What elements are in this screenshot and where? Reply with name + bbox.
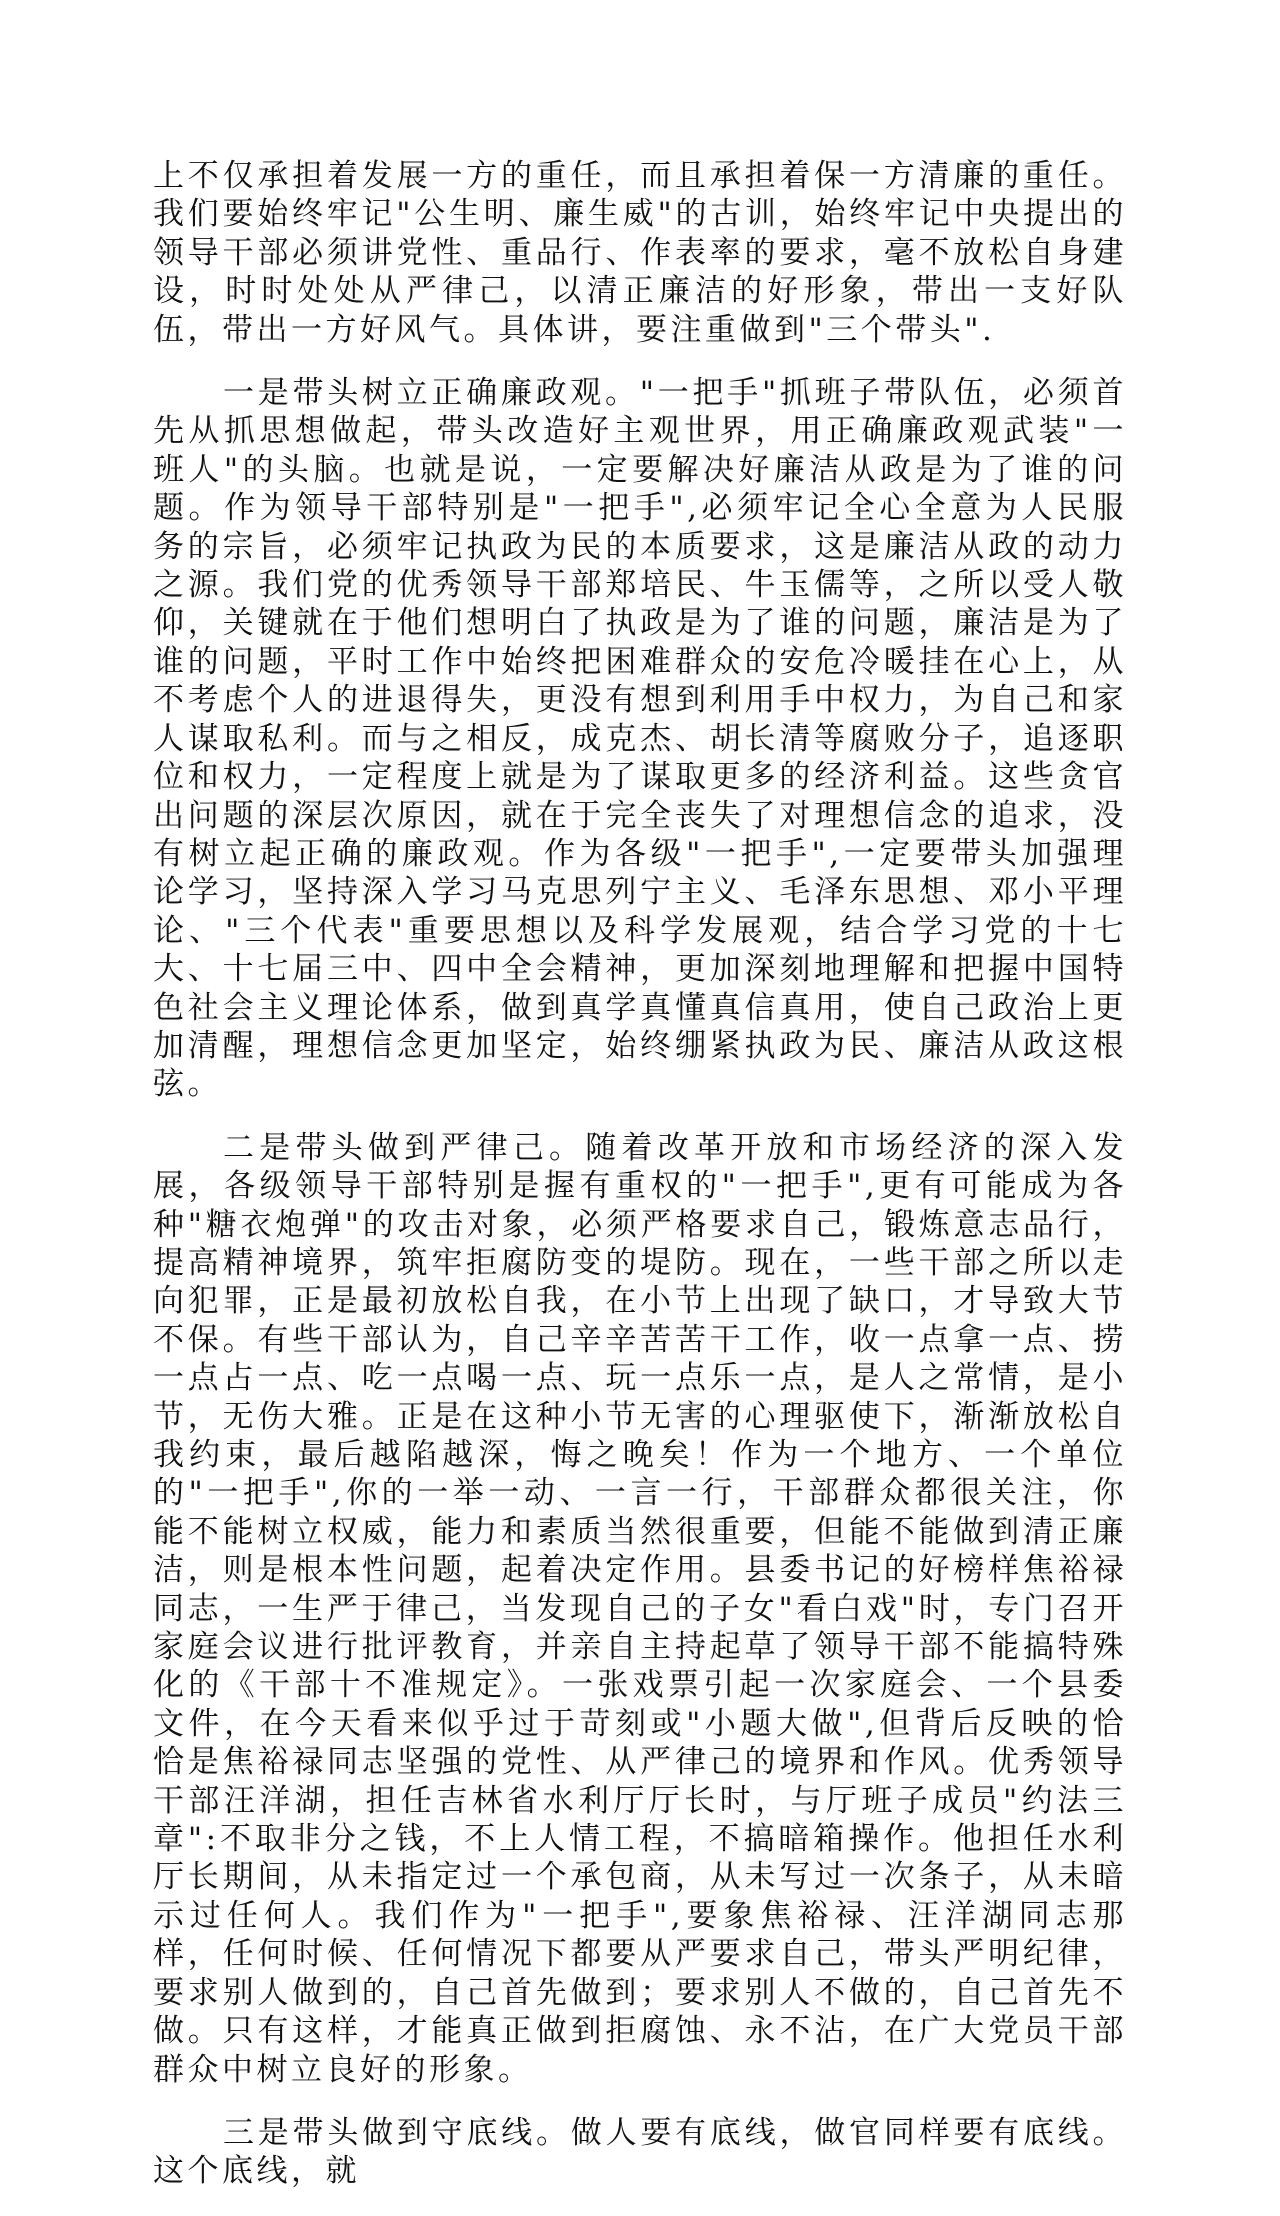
paragraph-point-three: 三是带头做到守底线。做人要有底线，做官同样要有底线。这个底线，就 <box>153 2114 1127 2190</box>
paragraph-point-one: 一是带头树立正确廉政观。"一把手"抓班子带队伍，必须首先从抓思想做起，带头改造好主观世界，用正确廉政观武装"一班人"的头脑。也就是说，一定要解决好廉洁从政是为了谁的问题。作为领导干部特别是"一把手",必须牢记全心全意为人民服务的宗旨，必须牢记执政为民的本质要求，这是廉洁从政的动力之源。我们党的优秀领导干部郑培民、牛玉儒等，之所以受人敬仰，关键就在于他们想明白了执政是为了谁的问题，廉洁是为了谁的问题，平时工作中始终把困难群众的安危冷暖挂在心上，从不考虑个人的进退得失，更没有想到利用手中权力，为自己和家人谋取私利。而与之相反，成克杰、胡长清等腐败分子，追逐职位和权力，一定程度上就是为了谋取更多的经济利益。这些贪官出问题的深层次原因，就在于完全丧失了对理想信念的追求，没有树立起正确的廉政观。作为各级"一把手",一定要带头加强理论学习，坚持深入学习马克思列宁主义、毛泽东思想、邓小平理论、"三个代表"重要思想以及科学发展观，结合学习党的十七大、十七届三中、四中全会精神，更加深刻地理解和把握中国特色社会主义理论体系，做到真学真懂真信真用，使自己政治上更加清醒，理想信念更加坚定，始终绷紧执政为民、廉洁从政这根弦。 <box>153 375 1127 1103</box>
paragraph-point-two: 二是带头做到严律己。随着改革开放和市场经济的深入发展，各级领导干部特别是握有重权的"一把手",更有可能成为各种"糖衣炮弹"的攻击对象，必须严格要求自己，锻炼意志品行，提高精神境界，筑牢拒腐防变的堤防。现在，一些干部之所以走向犯罪，正是最初放松自我，在小节上出现了缺口，才导致大节不保。有些干部认为，自己辛辛苦苦干工作，收一点拿一点、捞一点占一点、吃一点喝一点、玩一点乐一点，是人之常情，是小节，无伤大雅。正是在这种小节无害的心理驱使下，渐渐放松自我约束，最后越陷越深，悔之晚矣！作为一个地方、一个单位的"一把手",你的一举一动、一言一行，干部群众都很关注，你能不能树立权威，能力和素质当然很重要，但能不能做到清正廉洁，则是根本性问题，起着决定作用。县委书记的好榜样焦裕禄同志，一生严于律己，当发现自己的子女"看白戏"时，专门召开家庭会议进行批评教育，并亲自主持起草了领导干部不能搞特殊化的《干部十不准规定》。一张戏票引起一次家庭会、一个县委文件，在今天看来似乎过于苛刻或"小题大做",但背后反映的恰恰是焦裕禄同志坚强的党性、从严律己的境界和作风。优秀领导干部汪洋湖，担任吉林省水利厅厅长时，与厅班子成员"约法三章":不取非分之钱，不上人情工程，不搞暗箱操作。他担任水利厅长期间，从未指定过一个承包商，从未写过一次条子，从未暗示过任何人。我们作为"一把手",要象焦裕禄、汪洋湖同志那样，任何时候、任何情况下都要从严要求自己，带头严明纪律，要求别人做到的，自己首先做到；要求别人不做的，自己首先不做。只有这样，才能真正做到拒腐蚀、永不沾，在广大党员干部群众中树立良好的形象。 <box>153 1129 1127 2088</box>
paragraph-intro: 上不仅承担着发展一方的重任，而且承担着保一方清廉的重任。我们要始终牢记"公生明、廉生威"的古训，始终牢记中央提出的领导干部必须讲党性、重品行、作表率的要求，毫不放松自身建设，时时处处从严律己，以清正廉洁的好形象，带出一支好队伍，带出一方好风气。具体讲，要注重做到"三个带头". <box>153 158 1127 348</box>
document-page <box>153 157 1127 2216</box>
